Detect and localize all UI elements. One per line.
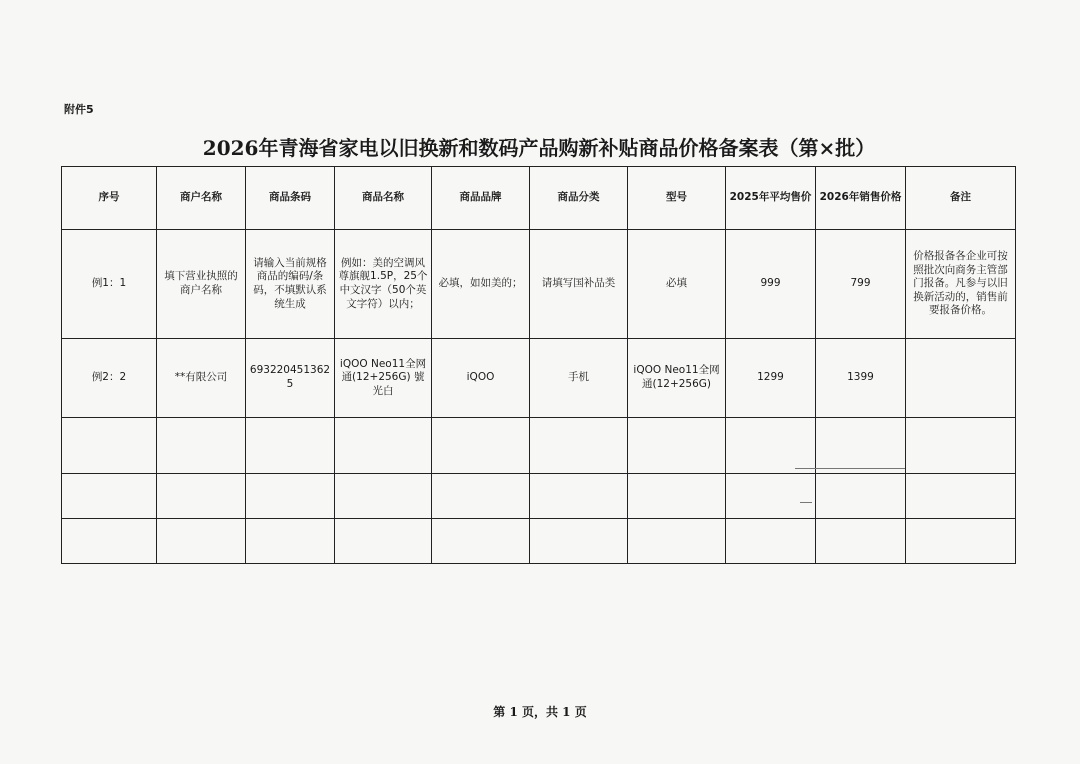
- empty-cell: [335, 519, 432, 564]
- empty-cell: [530, 519, 628, 564]
- table-row-empty: [62, 474, 1016, 519]
- cell-seq: 例2：2: [62, 339, 157, 418]
- empty-cell: [62, 474, 157, 519]
- empty-cell: [726, 418, 816, 474]
- empty-cell: [62, 418, 157, 474]
- empty-cell: [62, 519, 157, 564]
- empty-cell: [906, 519, 1016, 564]
- empty-cell: [157, 474, 246, 519]
- empty-cell: [530, 474, 628, 519]
- cell-category: 手机: [530, 339, 628, 418]
- empty-cell: [157, 519, 246, 564]
- header-remark: 备注: [906, 167, 1016, 230]
- empty-cell: [816, 474, 906, 519]
- empty-cell: [246, 418, 335, 474]
- empty-cell: [816, 418, 906, 474]
- scan-artifact: [800, 502, 812, 503]
- page-number-footer: 第 1 页，共 1 页: [493, 705, 587, 719]
- cell-merchant: 填下营业执照的商户名称: [157, 230, 246, 339]
- empty-cell: [335, 474, 432, 519]
- empty-cell: [157, 418, 246, 474]
- header-model: 型号: [628, 167, 726, 230]
- empty-cell: [335, 418, 432, 474]
- empty-cell: [628, 474, 726, 519]
- cell-seq: 例1：1: [62, 230, 157, 339]
- empty-cell: [628, 418, 726, 474]
- price-record-table: [61, 166, 1016, 564]
- cell-price-2026: 1399: [816, 339, 906, 418]
- empty-cell: [816, 519, 906, 564]
- table-row-empty: [62, 519, 1016, 564]
- header-barcode: 商品条码: [246, 167, 335, 230]
- cell-model: iQOO Neo11全网通(12+256G): [628, 339, 726, 418]
- cell-avg-price-2025: 1299: [726, 339, 816, 418]
- empty-cell: [628, 519, 726, 564]
- empty-cell: [246, 519, 335, 564]
- header-merchant: 商户名称: [157, 167, 246, 230]
- header-price-2026: 2026年销售价格: [816, 167, 906, 230]
- empty-cell: [432, 519, 530, 564]
- empty-cell: [726, 474, 816, 519]
- empty-cell: [530, 418, 628, 474]
- cell-barcode: 请输入当前规格商品的编码/条码，不填默认系统生成: [246, 230, 335, 339]
- header-avg-price-2025: 2025年平均售价: [726, 167, 816, 230]
- empty-cell: [246, 474, 335, 519]
- empty-cell: [432, 418, 530, 474]
- table-row-empty: [62, 418, 1016, 474]
- cell-remark: [906, 339, 1016, 418]
- cell-price-2026: 799: [816, 230, 906, 339]
- empty-cell: [726, 519, 816, 564]
- scan-artifact: [795, 468, 905, 469]
- table-header-row: [62, 167, 1016, 230]
- cell-merchant: **有限公司: [157, 339, 246, 418]
- table-row: [62, 339, 1016, 418]
- cell-brand: iQOO: [432, 339, 530, 418]
- cell-product-name: 例如：美的空调风尊旗舰1.5P，25个中文汉字（50个英文字符）以内；: [335, 230, 432, 339]
- header-brand: 商品品牌: [432, 167, 530, 230]
- empty-cell: [906, 418, 1016, 474]
- cell-remark: 价格报备各企业可按照批次向商务主管部门报备。凡参与以旧换新活动的，销售前要报备价格。: [906, 230, 1016, 339]
- page-title: 2026年青海省家电以旧换新和数码产品购新补贴商品价格备案表（第×批）: [202, 136, 876, 160]
- cell-avg-price-2025: 999: [726, 230, 816, 339]
- table-row: [62, 230, 1016, 339]
- cell-brand: 必填，如如美的；: [432, 230, 530, 339]
- cell-product-name: iQOO Neo11全网通(12+256G) 號光白: [335, 339, 432, 418]
- cell-model: 必填: [628, 230, 726, 339]
- empty-cell: [906, 474, 1016, 519]
- empty-cell: [432, 474, 530, 519]
- attachment-label: 附件5: [64, 103, 94, 116]
- cell-category: 请填写国补品类: [530, 230, 628, 339]
- header-seq: 序号: [62, 167, 157, 230]
- cell-barcode: 6932204513625: [246, 339, 335, 418]
- header-category: 商品分类: [530, 167, 628, 230]
- header-product-name: 商品名称: [335, 167, 432, 230]
